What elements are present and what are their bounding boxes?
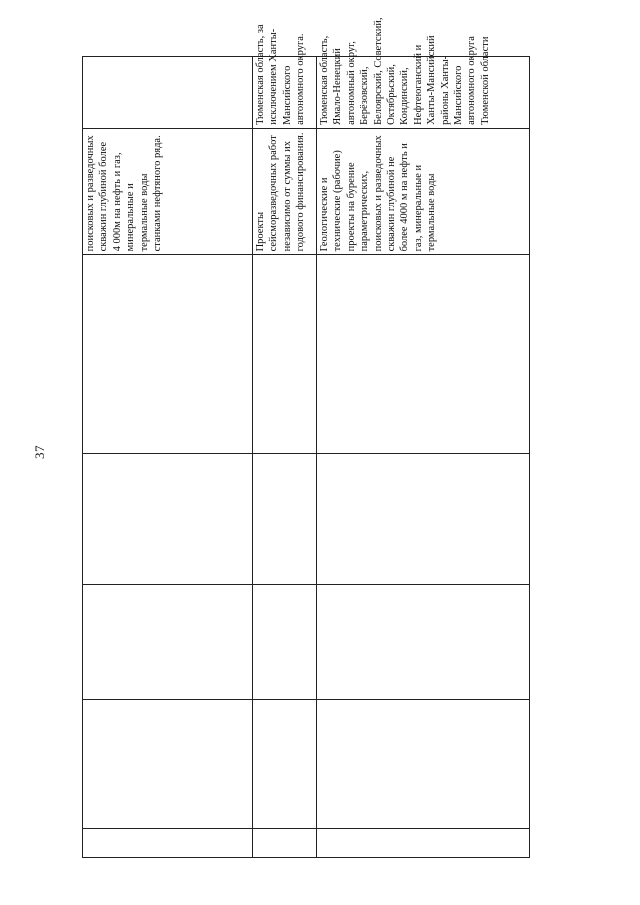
text-line: скважин глубиной не — [386, 156, 398, 252]
text-line: районы Ханты- — [439, 55, 451, 125]
text-line: Проекты — [255, 211, 266, 252]
text-line: термальные воды — [138, 173, 150, 252]
cell-empty — [317, 255, 530, 453]
text-line: поисковых и разведочных — [372, 135, 384, 252]
text-line: Тюменская область, — [319, 35, 330, 125]
text-line: годового финансирования. — [295, 132, 307, 252]
text-line: проекты на бурение — [345, 162, 357, 252]
text-line: независимо от суммы их — [281, 141, 293, 252]
cell-document-types — [317, 128, 530, 255]
text-line: Геологические и — [319, 177, 330, 252]
text-line: Берёзовский, — [359, 66, 371, 125]
text-line: минеральные и — [125, 183, 137, 252]
cell-document-types — [83, 128, 253, 255]
cell-region — [317, 17, 530, 129]
text-line: автономного округа — [466, 36, 478, 125]
text-line: Мансийского — [281, 65, 293, 125]
text-line: автономного округа. — [295, 33, 307, 125]
text-line: Ямало-Ненецкий — [332, 48, 344, 125]
cell-region — [253, 24, 317, 129]
text-line: автономный округ, — [345, 41, 357, 125]
cell-empty — [83, 255, 253, 453]
text-line: Ханты-Мансийский — [426, 35, 438, 125]
page-number: 37 — [32, 445, 47, 459]
cell-number — [83, 829, 253, 858]
cell-document-types — [253, 128, 317, 255]
text-line: 4 000м на нефть и газ, — [111, 152, 123, 252]
table-row — [253, 57, 317, 858]
text-line: Октябрьский, — [386, 64, 398, 125]
text-line: термальные воды — [426, 173, 438, 252]
cell-number — [253, 829, 317, 858]
text-line: Кондинский, — [399, 67, 411, 125]
cell-empty — [317, 453, 530, 584]
text-line: поисковых и разведочных — [85, 135, 96, 252]
text-line: газ, минеральные и — [412, 164, 424, 252]
text-line: Белоярский, Советский, — [372, 17, 384, 125]
cell-empty — [83, 584, 253, 700]
cell-empty — [317, 584, 530, 700]
table-row — [317, 57, 530, 858]
text-line: более 4000 м на нефть и — [399, 143, 411, 252]
text-line: станками нефтяного ряда. — [152, 135, 164, 252]
cell-empty — [253, 700, 317, 829]
text-line: Нефтеюганский и — [412, 44, 424, 125]
cell-empty — [253, 584, 317, 700]
text-line: исключением Ханты- — [268, 28, 280, 125]
cell-region — [83, 57, 253, 129]
text-line: параметрических, — [359, 170, 371, 252]
cell-empty — [317, 700, 530, 829]
text-line: Тюменская область, за — [255, 24, 266, 125]
rotated-page-content — [82, 17, 529, 858]
cell-empty — [83, 700, 253, 829]
text-line: Мансийского — [453, 65, 465, 125]
text-line: сейсморазведочных работ — [268, 135, 280, 252]
cell-empty — [253, 453, 317, 584]
cell-number — [317, 829, 530, 858]
text-line: технические (рабочие) — [332, 150, 344, 252]
text-line: скважин глубиной более — [98, 141, 110, 252]
table-row — [83, 57, 253, 858]
text-line: Тюменской области — [479, 36, 491, 125]
document-table — [82, 17, 530, 858]
cell-empty — [253, 255, 317, 453]
cell-empty — [83, 453, 253, 584]
